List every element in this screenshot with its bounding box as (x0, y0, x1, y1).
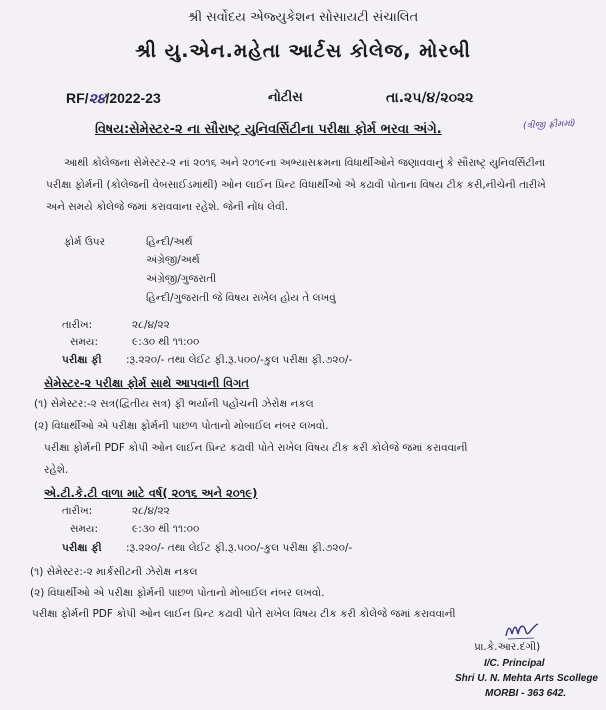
documents-section-title: સેમેસ્ટર-૨ પરીક્ષા ફોર્મ સાથે આપવાની વિગત (44, 376, 250, 390)
form-option-2: અંગ્રેજી/અર્થ (146, 254, 200, 266)
subject-line: વિષય:સેમેસ્ટર-૨ ના સૌરાષ્ટ્ર યુનિવર્સિટીના પરીક્ષા ફોર્મ ભરવા અંગે. (95, 122, 442, 137)
schedule1-date-value: ૨૮/૪/૨૨ (132, 319, 170, 331)
schedule1-date-label: તારીખ: (62, 319, 93, 331)
college-name: શ્રી યુ.એન.મહેતા આર્ટસ કોલેજ, મોરબી (135, 40, 471, 62)
form-label: ફોર્મ ઉપર (64, 236, 106, 248)
schedule1-time-label: સમય: (70, 336, 99, 348)
intro-text: આથી કોલેજના સેમેસ્ટર-૨ નાં ૨૦૧૬ અને ૨૦૧૯ના અભ્યાસક્રમના વિધાર્થીઓને જણાવવાનું કે સૌરાષ્ટ્ર યુનિવર્સિટીના પરીક્ષા ફોર્મની (કોલેજની વેબસાઈડમાંથી) ઓન લાઈન પ્રિન્ટ વિધાર્થીઓ એ કઢાવી પોતાના વિષય ટીક કરી,નીચેની તારીખે અને સમયે કોલેજે જમાં કરાવવાના રહેશે. જેની નોંધ લેવી. (46, 157, 546, 213)
documents-note-line1: પરીક્ષા ફોર્મની PDF કોપી ઓન લાઈન પ્રિન્ટ કઢાવી પોતે રાખેલ વિષય ટીક કરી કોલેજે જમાં કરાવવાની (44, 442, 468, 454)
atkt-time-value: ૯:૩૦ થી ૧૧:૦૦ (132, 523, 200, 535)
form-option-4: હિન્દી/ગુજરાતી જે વિષય રાખેલ હોય તે લખવું (146, 292, 336, 304)
intro-paragraph (46, 152, 566, 218)
reference-number (66, 90, 161, 107)
ref-prefix: RF/ (66, 90, 89, 106)
atkt-fee-value: :રૂ.૨૨૦/- તથા લેઈટ ફી.રૂ.૫૦૦/-કુલ પરીક્ષા ફી.૭૨૦/- (126, 542, 353, 554)
schedule1-time-value: ૯:૩૦ થી ૧૧:૦૦ (132, 336, 200, 348)
ref-suffix: /2022-23 (105, 90, 161, 106)
atkt-section-title: એ.ટી.કે.ટી વાળા માટે વર્ષ( ૨૦૧૬ અને ૨૦૧૯) (44, 486, 258, 500)
society-name: શ્રી સર્વોદય એજ્યુકેશન સોસાયટી સંચાલિત (187, 10, 419, 25)
principal-college: Shri U. N. Mehta Arts Scollege (455, 673, 598, 684)
atkt-fee-label: પરીક્ષા ફી (62, 542, 102, 554)
documents-note-line2: રહેશે. (44, 464, 69, 476)
notice-heading: નોટીસ (268, 90, 303, 105)
subject-handwritten-note: (ત્રીજી ફ્રીમમાં) (522, 118, 576, 132)
atkt-note-line1: પરીક્ષા ફોર્મની PDF કોપી ઓન લાઈન પ્રિન્ટ કઢાવી પોતે રાખેલ વિષય ટીક કરી કોલેજે જમાં કરાવવાની (32, 608, 456, 620)
ref-handwritten: ૨૪ (88, 91, 106, 107)
atkt-item-2: (૨) વિધાર્થીઓ એ પરીક્ષા ફોર્મની પાછળ પોતાનો મોબાઈલ નંબર લખવો. (30, 587, 325, 599)
atkt-date-value: ૨૮/૪/૨૨ (132, 505, 170, 517)
form-option-1: હિન્દી/અર્થ (146, 236, 193, 248)
principal-place: MORBI - 363 642. (485, 688, 567, 699)
schedule1-fee-value: :રૂ.૨૨૦/- તથા લેઈટ ફી.રૂ.૫૦૦/-કુલ પરીક્ષા ફી.૭૨૦/- (126, 354, 353, 366)
principal-title: I/C. Principal (484, 658, 545, 669)
documents-item-2: (૨) વિધાર્થીઓ એ પરીક્ષા ફોર્મની પાછળ પોતાનો મોબાઈલ નંબર લખવો. (34, 420, 329, 432)
form-option-3: અંગ્રેજી/ગુજરાતી (146, 273, 217, 285)
notice-date: તા.૨૫/૪/૨૦૨૨ (386, 90, 474, 106)
atkt-time-label: સમય: (70, 523, 99, 535)
atkt-item-1: (૧) સેમેસ્ટર:-૨ માર્કસીટની ઝેરોક્ષ નકલ (30, 566, 198, 578)
principal-name: પ્રા.કે.આર.દંગી) (474, 641, 541, 653)
documents-item-1: (૧) સેમેસ્ટર:-૨ સત્ર(દ્વિતીય સત્ર) ફી ભર્યાની પહોંચની ઝેરોક્ષ નકલ (34, 398, 314, 410)
schedule1-fee-label: પરીક્ષા ફી (62, 354, 102, 366)
atkt-date-label: તારીખ: (62, 505, 93, 517)
